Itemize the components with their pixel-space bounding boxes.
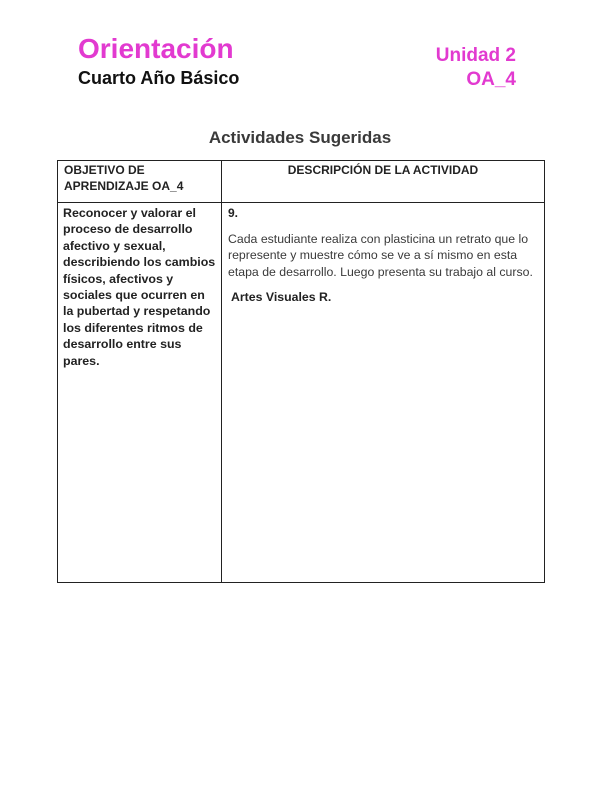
activity-number: 9. bbox=[228, 206, 239, 220]
oa-code-label: OA_4 bbox=[466, 69, 516, 90]
description-column-header: DESCRIPCIÓN DE LA ACTIVIDAD bbox=[222, 161, 545, 203]
section-title: Actividades Sugeridas bbox=[208, 128, 392, 147]
table-header-row bbox=[58, 161, 545, 203]
activity-subject-note: Artes Visuales R. bbox=[231, 290, 332, 305]
activity-description: Cada estudiante realiza con plasticina un retrato que lo represente y muestre cómo se ve a sí mismo en esta etapa de desarrollo. Luego presenta su trabajo al curso. bbox=[228, 232, 533, 279]
grade-level: Cuarto Año Básico bbox=[78, 68, 240, 88]
subject-title: Orientación bbox=[78, 33, 234, 64]
activity-description-cell bbox=[222, 203, 545, 583]
objective-text: Reconocer y valorar el proceso de desarrollo afectivo y sexual, describiendo los cambios físicos, afectivos y sociales que ocurren en la pubertad y respetando los diferentes ritmos de desarrollo entre sus pares. bbox=[58, 203, 222, 583]
objective-column-header: OBJETIVO DE APRENDIZAJE OA_4 bbox=[58, 161, 222, 203]
activity-table bbox=[57, 160, 545, 583]
table-row bbox=[58, 203, 545, 583]
unit-label: Unidad 2 bbox=[435, 45, 516, 66]
